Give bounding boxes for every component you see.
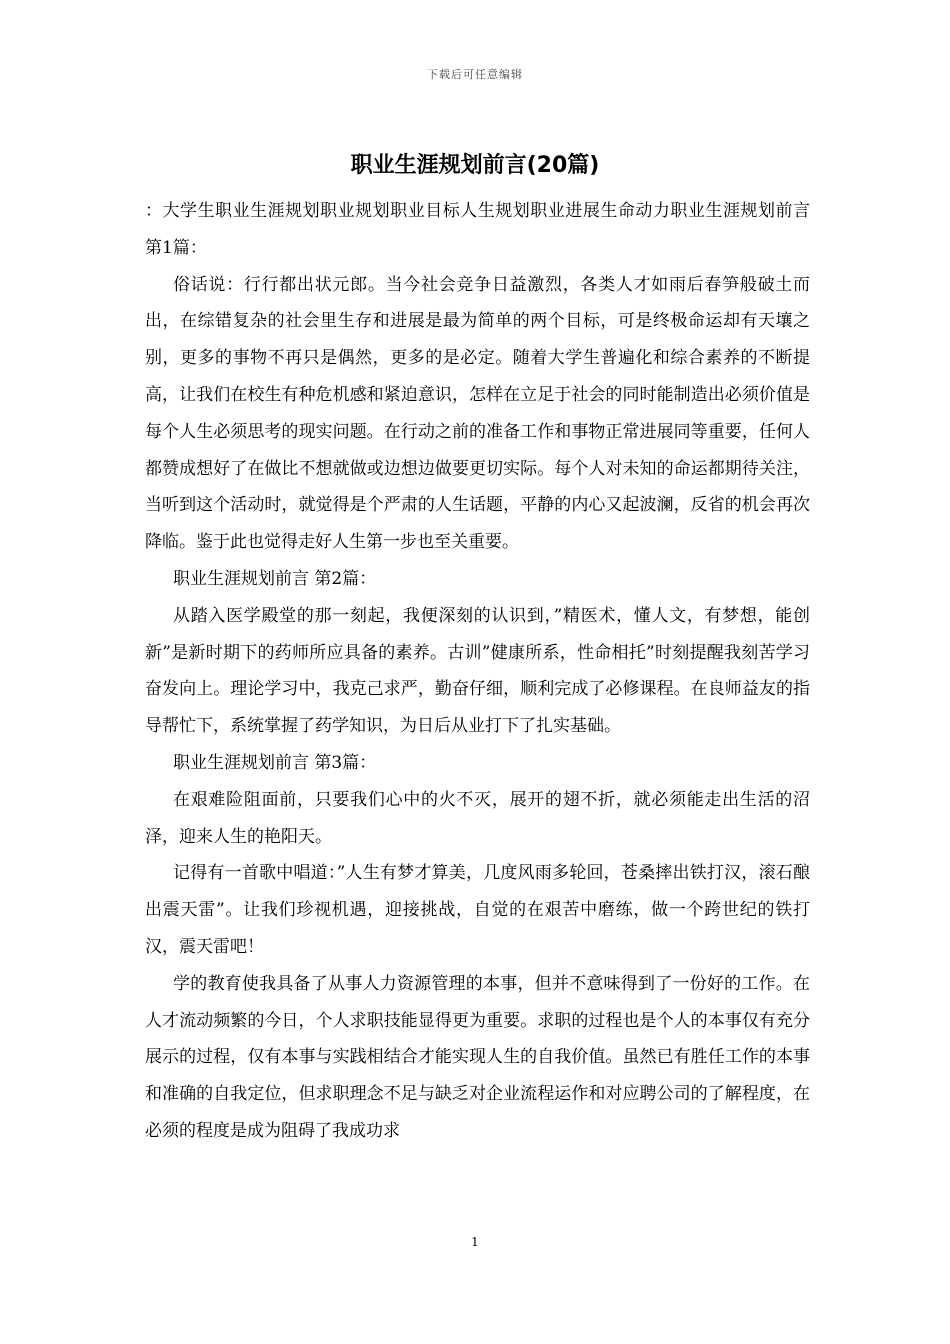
- document-body: [145, 193, 810, 1150]
- document-title: 职业生涯规划前言(20篇): [350, 153, 600, 178]
- section-heading: 职业生涯规划前言 第3篇：: [173, 752, 377, 773]
- paragraph: 在艰难险阻面前，只要我们心中的火不灭，展开的翅不折，就必须能走出生活的沼泽，迎来人生的艳阳天。: [145, 789, 810, 847]
- section-heading: 职业生涯规划前言 第2篇：: [173, 568, 377, 589]
- header-note: 下载后可任意编辑: [427, 68, 523, 81]
- paragraph: 从踏入医学殿堂的那一刻起，我便深刻的认识到，”精医术，懂人文，有梦想，能创新”是新时期下的药师所应具备的素养。古训”健康所系，性命相托”时刻提醒我刻苦学习奋发向上。理论学习中，我克己求严，勤奋仔细，顺利完成了必修课程。在良师益友的指导帮忙下，系统掌握了药学知识，为日后从业打下了扎实基础。: [145, 605, 810, 737]
- page-number: 1: [471, 1235, 479, 1249]
- paragraph: 记得有一首歌中唱道：”人生有梦才算美，几度风雨多轮回，苍桑摔出铁打汉，滚石酿出震天雷”。让我们珍视机遇，迎接挑战，自觉的在艰苦中磨练，做一个跨世纪的铁打汉，震天雷吧！: [145, 863, 810, 957]
- paragraph: 俗话说：行行都出状元郎。当今社会竞争日益激烈，各类人才如雨后春笋般破土而出，在综错复杂的社会里生存和进展是最为简单的两个目标，可是终极命运却有天壤之别，更多的事物不再只是偶然，更多的是必定。随着大学生普遍化和综合素养的不断提高，让我们在校生有种危机感和紧迫意识，怎样在立足于社会的同时能制造出必须价值是每个人生必须思考的现实问题。在行动之前的准备工作和事物正常进展同等重要，任何人都赞成想好了在做比不想就做或边想边做要更切实际。每个人对未知的命运都期待关注，当听到这个活动时，就觉得是个严肃的人生话题，平静的内心又起波澜，反省的机会再次降临。鉴于此也觉得走好人生第一步也至关重要。: [145, 274, 810, 553]
- paragraph: 学的教育使我具备了从事人力资源管理的本事，但并不意味得到了一份好的工作。在人才流动频繁的今日，个人求职技能显得更为重要。求职的过程也是个人的本事仅有充分展示的过程，仅有本事与实践相结合才能实现人生的自我价值。虽然已有胜任工作的本事和准确的自我定位，但求职理念不足与缺乏对企业流程运作和对应聘公司的了解程度，在必须的程度是成为阻碍了我成功求: [145, 973, 810, 1141]
- paragraph: ：大学生职业生涯规划职业规划职业目标人生规划职业进展生命动力职业生涯规划前言 第1篇：: [145, 201, 810, 258]
